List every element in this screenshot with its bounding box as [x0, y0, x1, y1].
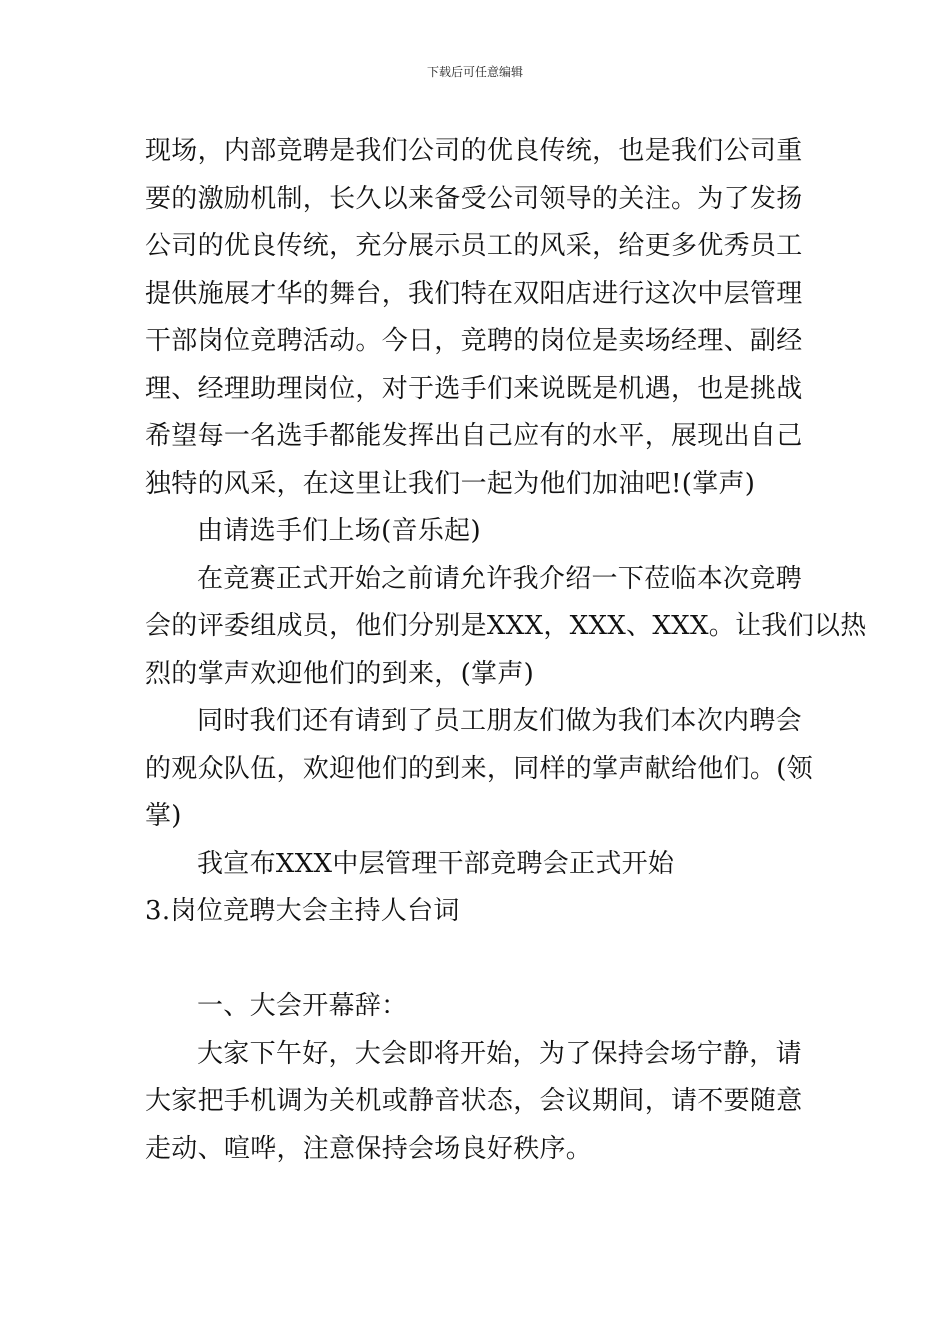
body-line: 掌) [145, 801, 182, 831]
body-line: 走动、喧哗，注意保持会场良好秩序。 [145, 1133, 593, 1164]
announcement-line: 我宣布XXX中层管理干部竞聘会正式开始 [197, 848, 675, 879]
body-line: 烈的掌声欢迎他们的到来，(掌声) [145, 658, 535, 689]
page-header-note: 下载后可任意编辑 [426, 65, 523, 79]
body-line: 独特的风采，在这里让我们一起为他们加油吧!(掌声) [145, 468, 756, 499]
body-line: 会的评委组成员，他们分别是XXX，XXX、XXX。让我们以热 [145, 611, 867, 641]
body-line: 公司的优良传统，充分展示员工的风采，给更多优秀员工 [145, 231, 803, 261]
body-line: 提供施展才华的舞台，我们特在双阳店进行这次中层管理 [145, 278, 803, 309]
blank-line [145, 936, 810, 984]
paragraph-start-line: 在竞赛正式开始之前请允许我介绍一下莅临本次竞聘 [197, 563, 802, 594]
body-line: 干部岗位竞聘活动。今日，竞聘的岗位是卖场经理、副经 [145, 326, 803, 356]
section-heading: 3.岗位竞聘大会主持人台词 [145, 896, 460, 926]
paragraph-start-line: 同时我们还有请到了员工朋友们做为我们本次内聘会 [197, 706, 802, 736]
body-line: 要的激励机制，长久以来备受公司领导的关注。为了发扬 [145, 183, 803, 214]
paragraph-start-line: 大家下午好，大会即将开始，为了保持会场宁静，请 [197, 1038, 802, 1069]
body-line: 现场，内部竞聘是我们公司的优良传统，也是我们公司重 [145, 136, 803, 166]
subsection-heading: 一、大会开幕辞： [197, 991, 408, 1021]
body-line: 希望每一名选手都能发挥出自己应有的水平，展现出自己 [145, 421, 803, 451]
paragraph-start-line: 由请选手们上场(音乐起) [197, 516, 481, 546]
body-line: 的观众队伍，欢迎他们的到来，同样的掌声献给他们。(领 [145, 753, 813, 784]
body-line: 大家把手机调为关机或静音状态，会议期间，请不要随意 [145, 1086, 803, 1116]
document-body [145, 128, 867, 1173]
body-line: 理、经理助理岗位，对于选手们来说既是机遇，也是挑战 [145, 373, 803, 404]
